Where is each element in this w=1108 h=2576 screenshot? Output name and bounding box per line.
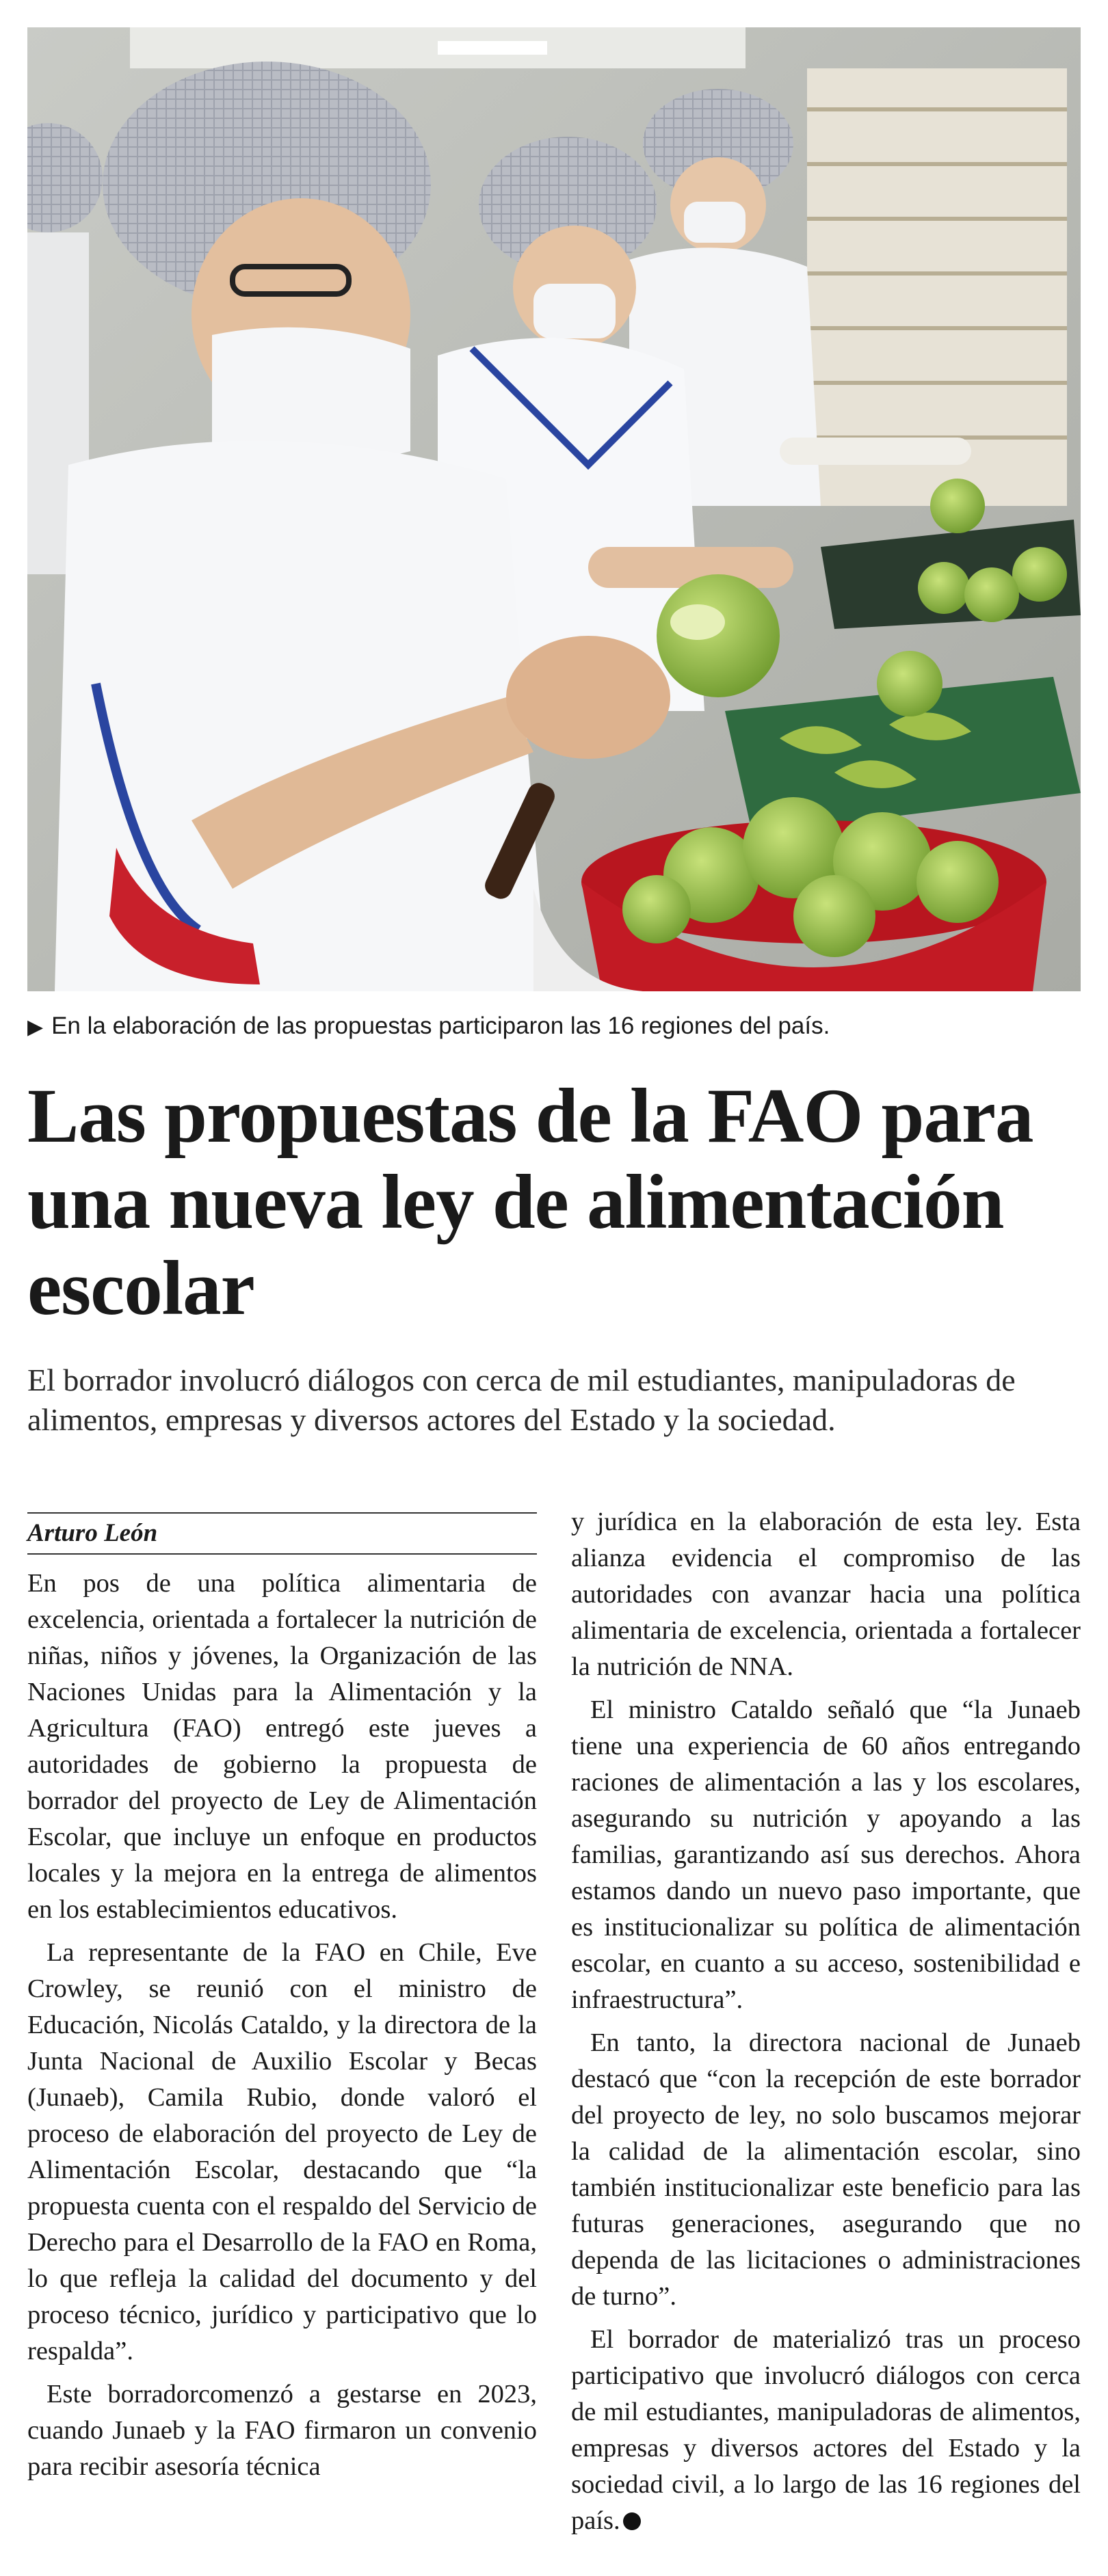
- kitchen-workers-photo: [27, 27, 1081, 991]
- body-paragraph-text: El borrador de materializó tras un proceso participativo que involucró diálogos con cerca de mil estudiantes, manipuladoras de alimentos, empresas y diversos actores del Estado y la sociedad civil, a lo largo de las 16 regiones del país.: [571, 2325, 1081, 2535]
- body-paragraph: En pos de una política alimentaria de excelencia, orientada a fortalecer la nutrición de niñas, niños y jóvenes, la Organización de las Naciones Unidas para la Alimentación y la Agricultura (FAO) entregó este jueves a autoridades de gobierno la propuesta de borrador del proyecto de Ley de Alimentación Escolar, que incluye un enfoque en productos locales y la mejora en la entrega de alimentos en los establecimientos educativos.: [27, 1569, 537, 1924]
- caption-text: En la elaboración de las propuestas participaron las 16 regiones del país.: [51, 1012, 830, 1039]
- body-paragraph: El ministro Cataldo señaló que “la Junaeb tiene una experiencia de 60 años entregando raciones de alimentación a las y los escolares, asegurando su nutrición y apoyando a las familias, garantizando así sus derechos. Ahora estamos dando un nuevo paso importante, que es institucionalizar su política de alimentación escolar, en cuanto a su acceso, sostenibilidad e infraestructura”.: [571, 1695, 1081, 2014]
- body-column-left: [27, 1566, 537, 2492]
- photo-caption: [27, 1010, 1081, 1043]
- body-paragraph: En tanto, la directora nacional de Junaeb destacó que “con la recepción de este borrador del proyecto de ley, no solo buscamos mejorar la calidad de la alimentación escolar, sino también institucionalizar este beneficio para las futuras generaciones, asegurando que no dependa de las licitaciones o administraciones de turno”.: [571, 2028, 1081, 2311]
- body-paragraph: y jurídica en la elaboración de esta ley. Esta alianza evidencia el compromiso de las autoridades con avanzar hacia una política alimentaria de excelencia, orientada a fortalecer la nutrición de NNA.: [571, 1507, 1081, 1681]
- caption-arrow-icon: ▶: [27, 1016, 44, 1038]
- article-lead: El borrador involucró diálogos con cerca de mil estudiantes, manipuladoras de alimentos, empresas y diversos actores del Estado y la sociedad.: [27, 1363, 1016, 1437]
- body-paragraph: Este borradorcomenzó a gestarse en 2023, cuando Junaeb y la FAO firmaron un convenio para recibir asesoría técnica: [27, 2380, 537, 2481]
- author-rule-top: [27, 1512, 537, 1514]
- body-paragraph-final: [571, 2322, 1081, 2539]
- body-column-right: [571, 1504, 1081, 2546]
- article-headline: Las propuestas de la FAO para una nueva ley de alimentación escolar: [27, 1073, 1033, 1331]
- end-of-article-icon: [623, 2512, 641, 2530]
- author-byline: Arturo León: [27, 1519, 158, 1547]
- body-paragraph: La representante de la FAO en Chile, Eve Crowley, se reunió con el ministro de Educación, Nicolás Cataldo, y la directora de la Junta Nacional de Auxilio Escolar y Becas (Junaeb), Camila Rubio, donde valoró el proceso de elaboración del proyecto de Ley de Alimentación Escolar, destacando que “la propuesta cuenta con el respaldo del Servicio de Derecho para el Desarrollo de la FAO en Roma, lo que refleja la calidad del documento y del proceso técnico, jurídico y participativo que lo respalda”.: [27, 1938, 537, 2365]
- article-photo: [27, 27, 1081, 991]
- author-rule-bottom: [27, 1553, 537, 1555]
